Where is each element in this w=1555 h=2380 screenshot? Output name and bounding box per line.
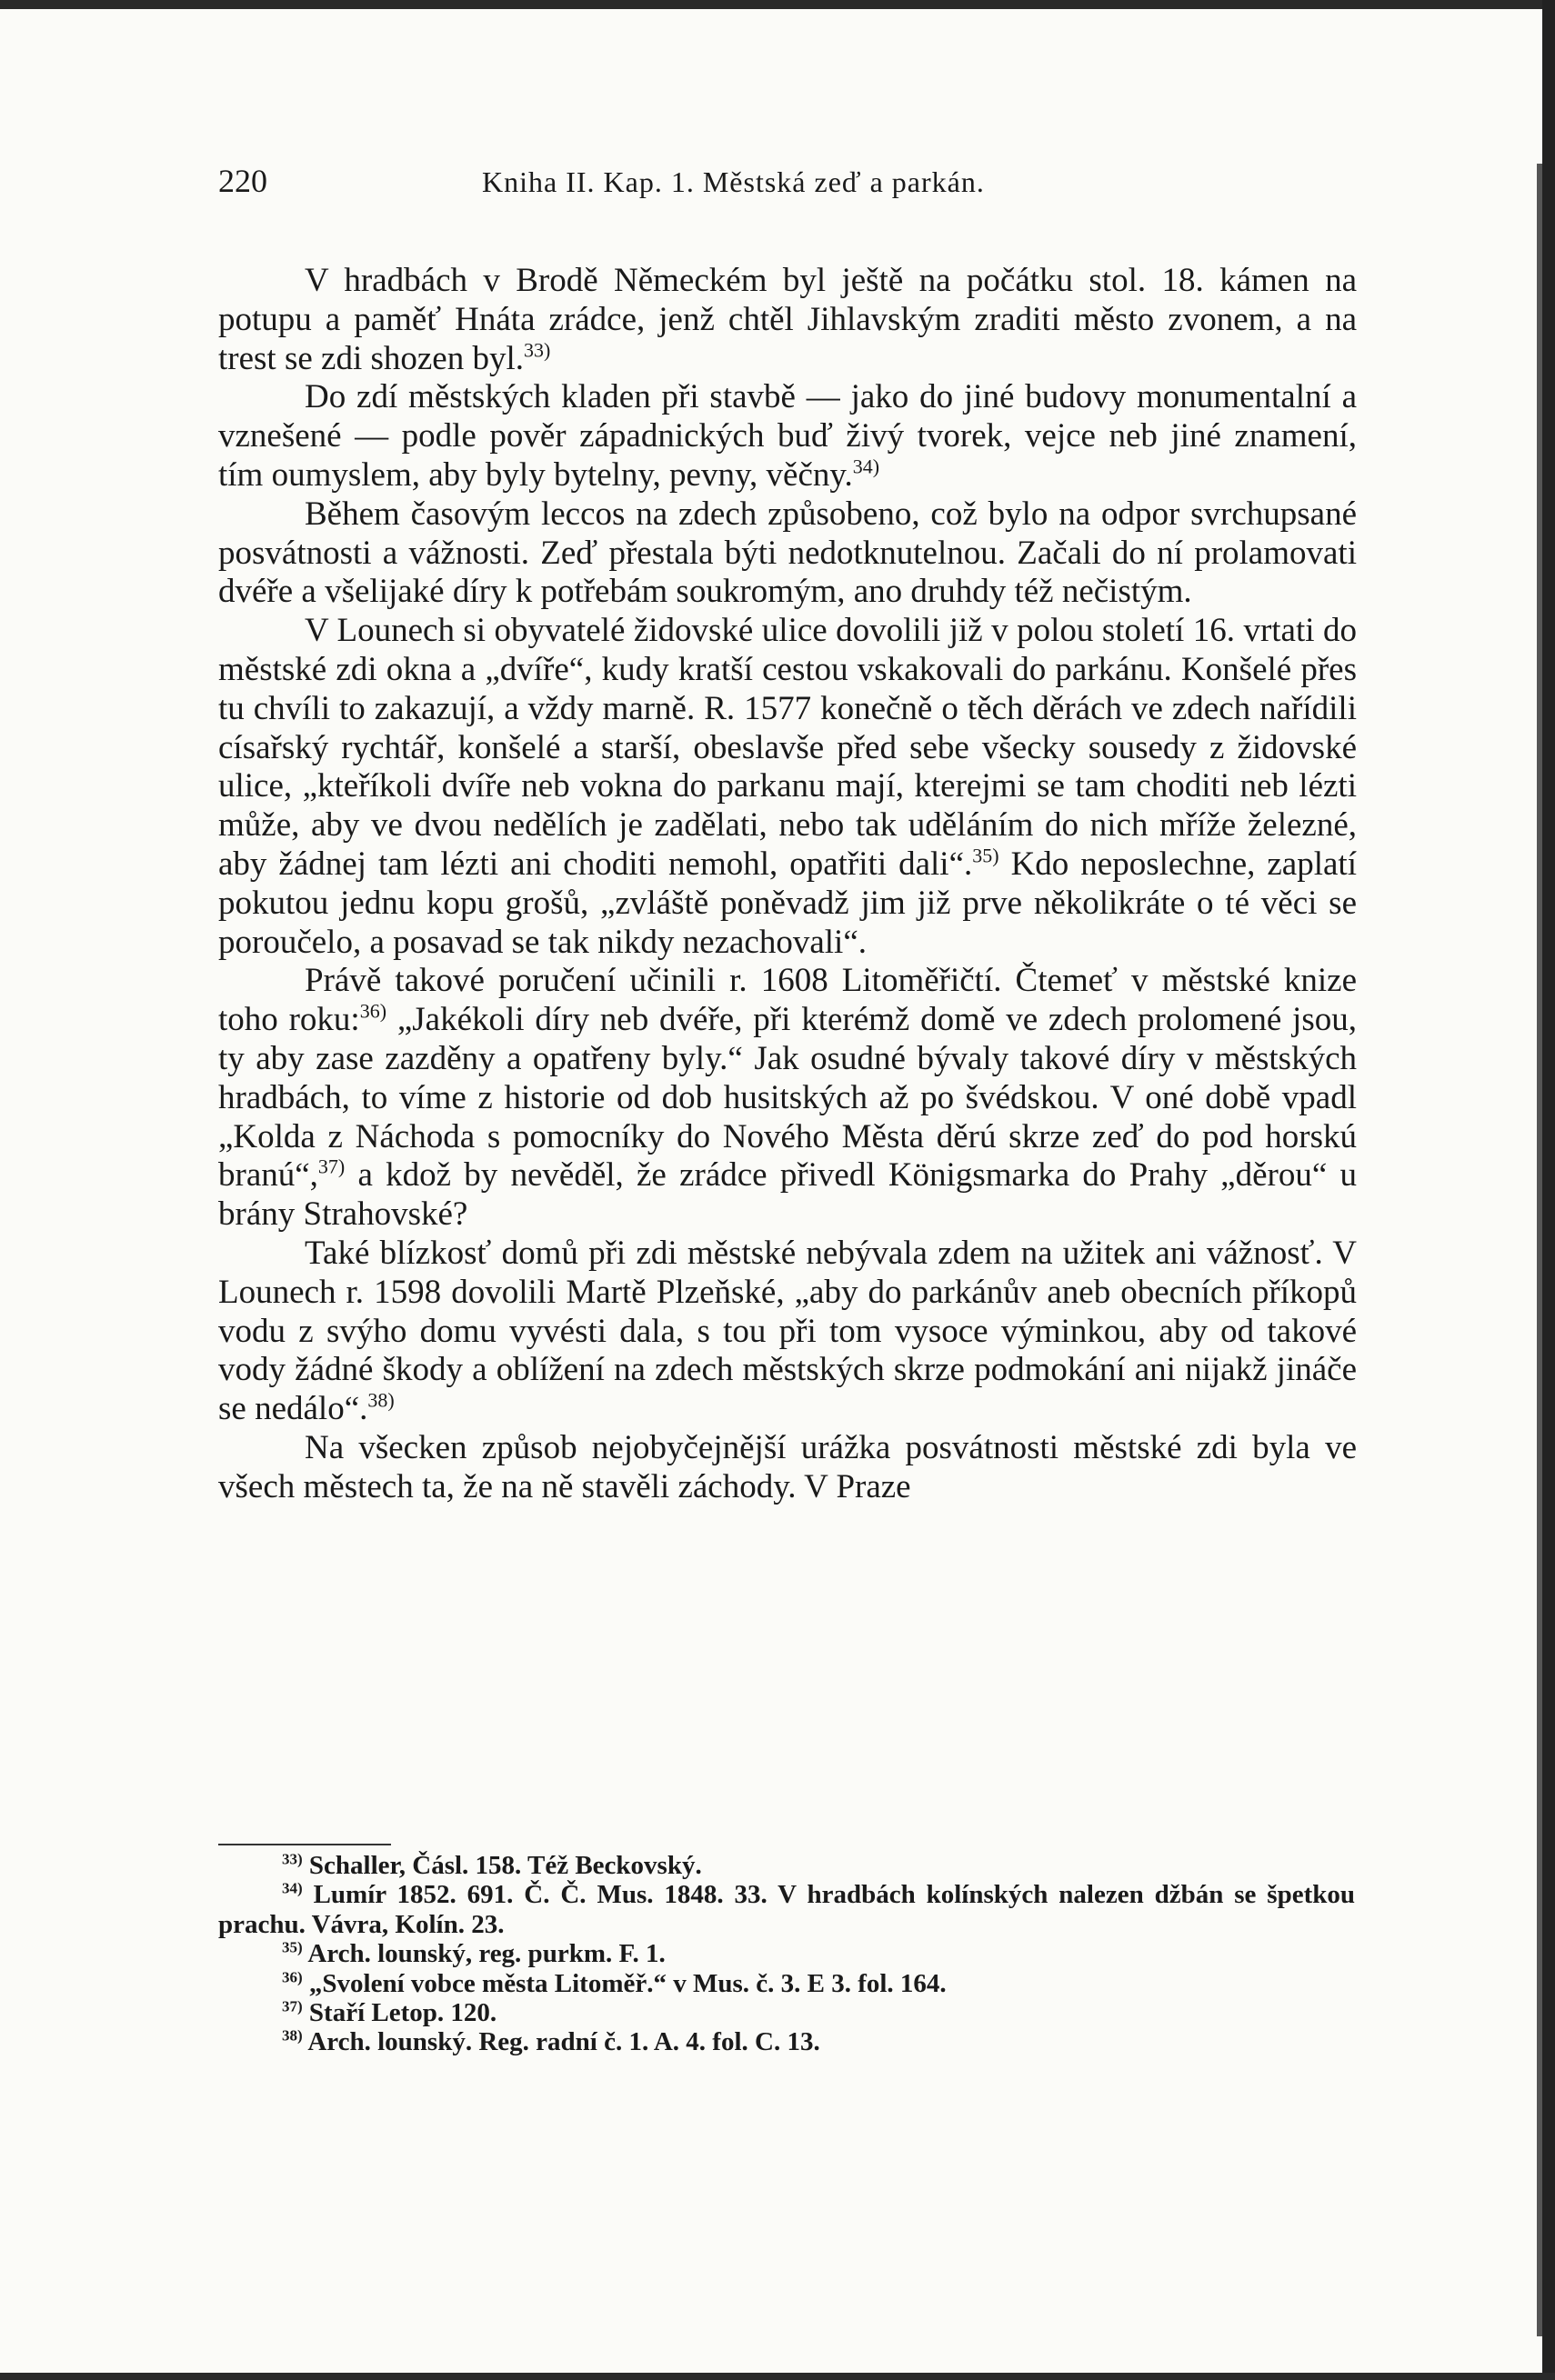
footnote-mark: 38) (282, 2026, 303, 2045)
paragraph-text: V hradbách v Brodě Německém byl ještě na počátku stol. 18. kámen na potupu a paměť Hnáta zrádce, jenž chtěl Jihlavským zraditi město zvonem, a na trest se zdi shozen byl. (218, 262, 1357, 377)
scan-edge-shadow (1537, 164, 1542, 2336)
paragraph-text: Také blízkosť domů při zdi městské nebývala zdem na užitek ani vážnosť. V Lounech r. 1598 dovolili Martě Plzeňské, „aby do parkánův aneb obecních příkopů vodu z svýho domu vyvésti dala, s tou při tom vysoce výminkou, aby od takové vody žádné škody a oblížení na zdech městských skrze podmokání ani nijakž jináče se nedálo“. (218, 1234, 1357, 1428)
footnote-text: Arch. lounský. Reg. radní č. 1. A. 4. fol. C. 13. (302, 2027, 820, 2057)
footnote (218, 1969, 1355, 1998)
page-header (218, 162, 1355, 202)
footnote-mark: 34) (282, 1879, 303, 1897)
paragraph (218, 962, 1357, 1235)
footnote-text: „Svolení vobce města Litoměř.“ v Mus. č. 3. E 3. fol. 164. (302, 1968, 947, 1998)
footnote-reference[interactable]: 37) (317, 1155, 346, 1178)
paragraph (218, 495, 1357, 612)
paragraph (218, 612, 1357, 962)
running-head: Kniha II. Kap. 1. Městská zeď a parkán. (482, 165, 985, 198)
footnote (218, 1880, 1355, 1939)
footnote (218, 1998, 1355, 2027)
footnote-divider (218, 1844, 391, 1845)
footnote-mark: 36) (282, 1967, 303, 1985)
footnote (218, 1851, 1355, 1880)
footnote-reference[interactable]: 38) (367, 1388, 395, 1412)
footnotes (218, 1851, 1355, 2057)
paragraph-text: „Jakékoli díry neb dvéře, při kterémž domě ve zdech prolomené jsou, ty aby zase zazděny a opatřeny byly.“ Jak osudné bývaly takové díry v městských hradbách, to víme z historie od dob husitských až po švédskou. V oné době vpadl „Kolda z Náchoda s pomocníky do Nového Města děrú skrze zeď do pod horskú branú“, (218, 1001, 1357, 1195)
body-text (218, 262, 1357, 1507)
footnote-mark: 33) (282, 1850, 303, 1868)
paragraph (218, 262, 1357, 378)
footnote-text: Lumír 1852. 691. Č. Č. Mus. 1848. 33. V hradbách kolínských nalezen džbán se špetkou prachu. Vávra, Kolín. 23. (218, 1880, 1355, 1939)
paragraph-text: a kdož by nevěděl, že zrádce přivedl Königsmarka do Prahy „děrou“ u brány Strahovské? (218, 1156, 1357, 1234)
footnote-reference[interactable]: 36) (359, 999, 387, 1023)
scan-edge-bottom (0, 2373, 1555, 2380)
scan-edge-top (0, 0, 1555, 9)
footnote (218, 2027, 1355, 2056)
footnote-text: Schaller, Čásl. 158. Též Beckovský. (302, 1851, 702, 1880)
footnote-text: Arch. lounský, reg. purkm. F. 1. (302, 1939, 666, 1969)
paragraph (218, 1429, 1357, 1507)
paragraph-text: Právě takové poručení učinili r. 1608 Litoměřičtí. Čtemeť v městské knize toho roku: (218, 962, 1357, 1039)
paragraph-text: Na všecken způsob nejobyčejnější urážka posvátnosti městské zdi byla ve všech městech ta, že na ně stavěli záchody. V Praze (218, 1428, 1357, 1505)
paragraph-text: Do zdí městských kladen při stavbě — jako do jiné budovy monumentalní a vznešené — podle pověr západnických buď živý tvorek, vejce neb jiné znamení, tím oumyslem, aby byly bytelny, pevny, věčny. (218, 378, 1357, 494)
footnote-mark: 35) (282, 1938, 303, 1956)
paragraph-text: Během časovým leccos na zdech způsobeno, což bylo na odpor svrchupsané posvátnosti a vážnosti. Zeď přestala býti nedotknutelnou. Začali do ní prolamovati dvéře a všelijaké díry k potřebám soukromým, ano druhdy též nečistým. (218, 495, 1357, 611)
scan-edge-right (1542, 0, 1555, 2380)
footnote-mark: 37) (282, 1997, 303, 2015)
paragraph (218, 1235, 1357, 1429)
footnote-reference[interactable]: 33) (524, 338, 551, 362)
footnote-reference[interactable]: 34) (852, 455, 880, 478)
paragraph-text: V Lounech si obyvatelé židovské ulice dovolili již v polou století 16. vrtati do městské zdi okna a „dvíře“, kudy kratší cestou vskakovali do parkánu. Konšelé přes tu chvíli to zakazují, a vždy marně. R. 1577 konečně o těch děrách ve zdech nařídili císařský rychtář, konšelé a starší, obeslavše před sebe všecky sousedy z židovské ulice, „kteříkoli dvíře neb vokna do parkanu mají, kterejmi se tam choditi neb lézti může, aby ve dvou nedělích je zadělati, nebo tak uděláním do nich mříže železné, aby žádnej tam lézti ani choditi nemohl, opatřiti dali“. (218, 612, 1357, 883)
footnote-reference[interactable]: 35) (972, 844, 999, 867)
paragraph (218, 378, 1357, 495)
footnote (218, 1939, 1355, 1968)
footnote-text: Staří Letop. 120. (302, 1998, 497, 2028)
page-number: 220 (218, 163, 267, 199)
paragraph-text: Kdo neposlechne, zaplatí pokutou jednu kopu grošů, „zvláště poněvadž jim již prve několikráte o té věci se poroučelo, a posavad se tak nikdy nezachovali“. (218, 845, 1357, 961)
